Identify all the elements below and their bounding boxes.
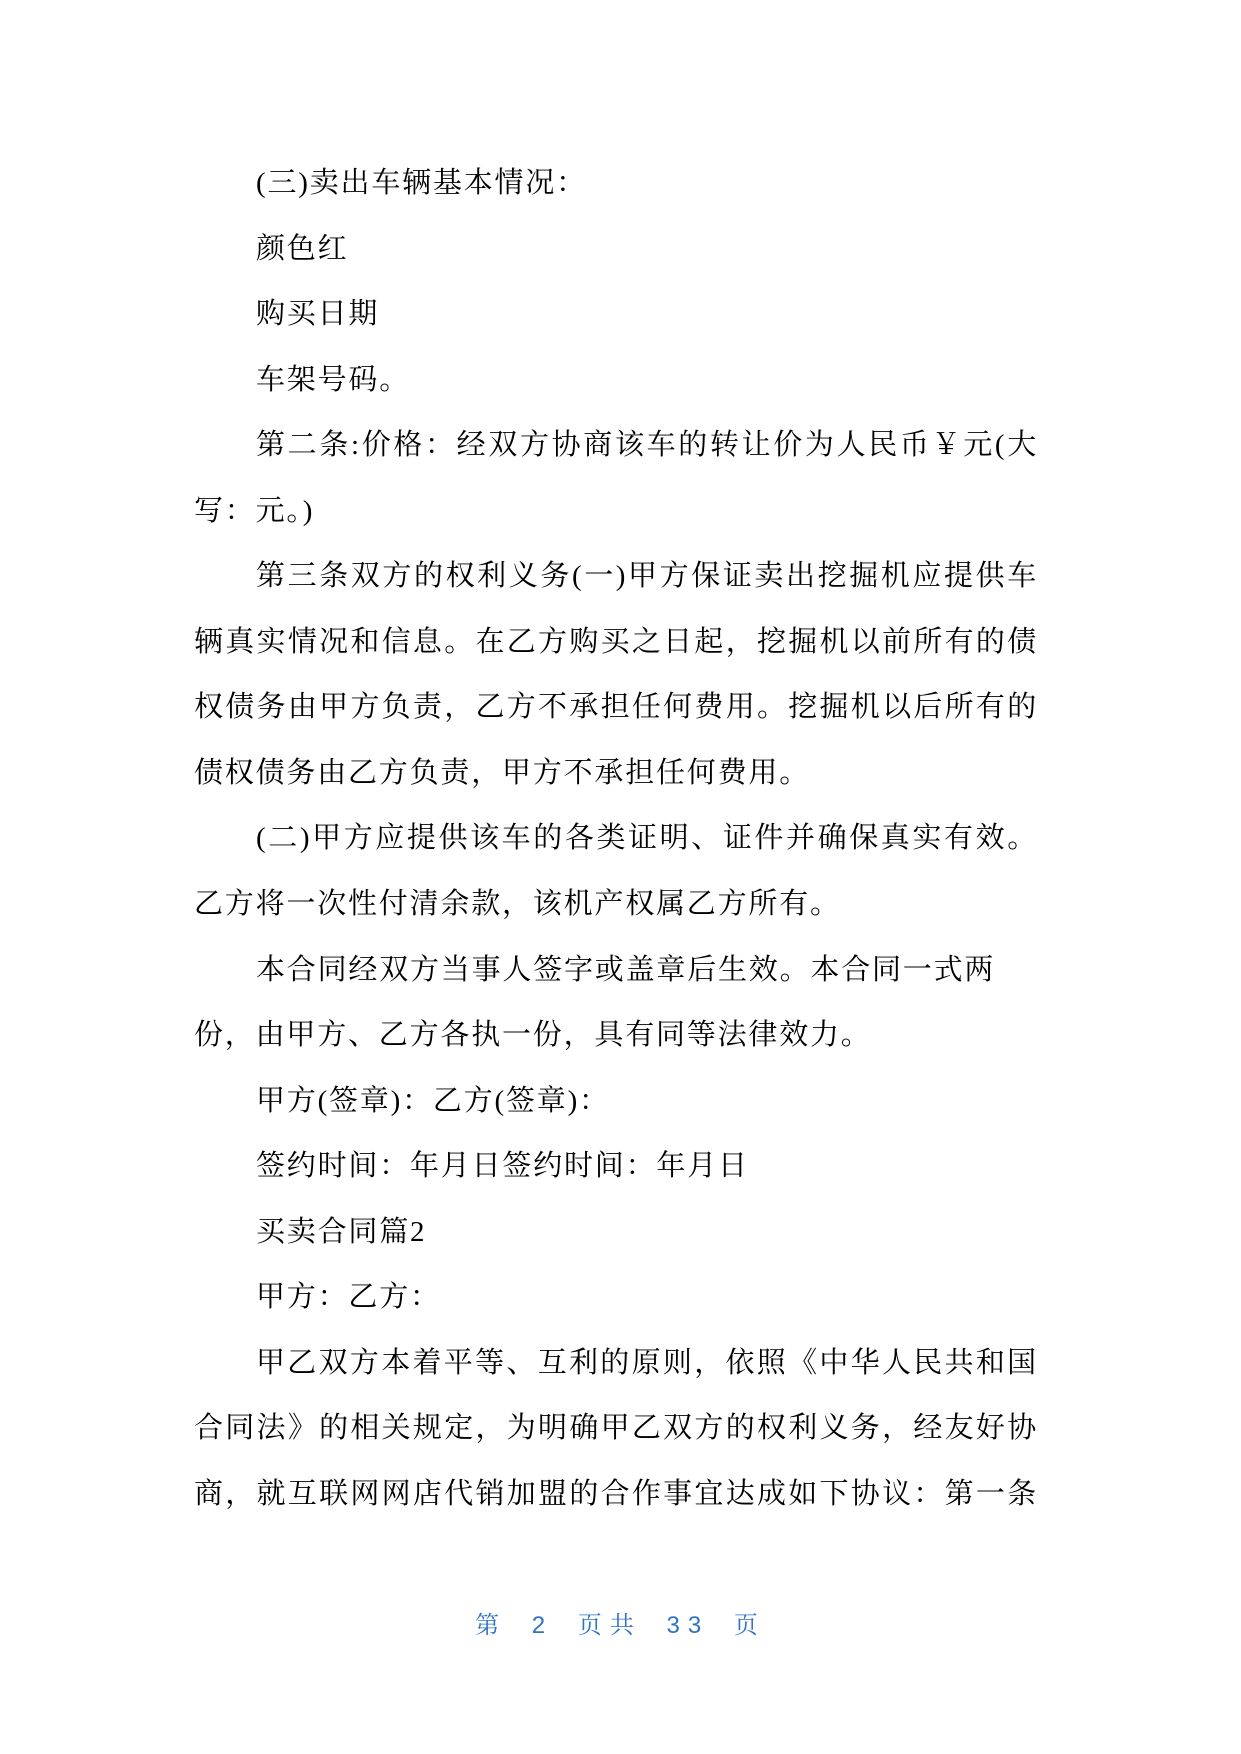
- text-line: 辆真实情况和信息。在乙方购买之日起，挖掘机以前所有的债: [194, 625, 1038, 658]
- text-line: 颜色红: [256, 232, 349, 265]
- text-line: 商，就互联网网店代销加盟的合作事宜达成如下协议：第一条: [194, 1477, 1038, 1510]
- signing-date-line: [194, 1134, 1038, 1200]
- text-line: (三)卖出车辆基本情况：: [256, 167, 587, 199]
- page-footer: [0, 1608, 1241, 1644]
- text-line: 第二条:价格：经双方协商该车的转让价为人民币￥元(大: [256, 429, 1038, 462]
- chassis-number-line: [194, 348, 1038, 414]
- text-line: 份，由甲方、乙方各执一份，具有同等法律效力。: [194, 1019, 872, 1052]
- text-line: 权债务由甲方负责，乙方不承担任何费用。挖掘机以后所有的: [194, 691, 1038, 724]
- section-title: [194, 1200, 1038, 1266]
- text-line: 债权债务由乙方负责，甲方不承担任何费用。: [194, 756, 811, 789]
- text-line: 合同法》的相关规定，为明确甲乙双方的权利义务，经友好协: [194, 1412, 1038, 1445]
- parties-line: [194, 1265, 1038, 1331]
- text-line: 购买日期: [256, 298, 380, 331]
- text-line: 甲方(签章)：乙方(签章)：: [256, 1084, 610, 1117]
- text-line: 写：元。): [194, 494, 315, 527]
- clause-heading-vehicle-info: [194, 151, 1038, 217]
- clause-2-documents: [194, 806, 1038, 937]
- text-line: 第三条双方的权利义务(一)甲方保证卖出挖掘机应提供车: [256, 560, 1038, 593]
- contract-effectiveness-clause: [194, 938, 1038, 1069]
- document-body: [194, 151, 1038, 1527]
- text-line: 买卖合同篇2: [256, 1215, 427, 1248]
- vehicle-color-line: [194, 217, 1038, 283]
- text-line: 签约时间：年月日签约时间：年月日: [256, 1150, 749, 1183]
- text-line: 车架号码。: [256, 363, 411, 396]
- text-line: 甲乙双方本着平等、互利的原则，依照《中华人民共和国: [256, 1346, 1038, 1379]
- purchase-date-line: [194, 282, 1038, 348]
- article-3-rights-obligations: [194, 544, 1038, 806]
- article-2-price: [194, 413, 1038, 544]
- text-line: 本合同经双方当事人签字或盖章后生效。本合同一式两: [256, 953, 996, 986]
- text-line: 乙方将一次性付清余款，该机产权属乙方所有。: [194, 888, 841, 921]
- preamble-paragraph: [194, 1331, 1038, 1528]
- text-line: 甲方：乙方：: [256, 1281, 441, 1314]
- text-line: (二)甲方应提供该车的各类证明、证件并确保真实有效。: [256, 822, 1038, 855]
- signature-line: [194, 1069, 1038, 1135]
- page-number-label: 第 2 页共 33 页: [475, 1612, 766, 1639]
